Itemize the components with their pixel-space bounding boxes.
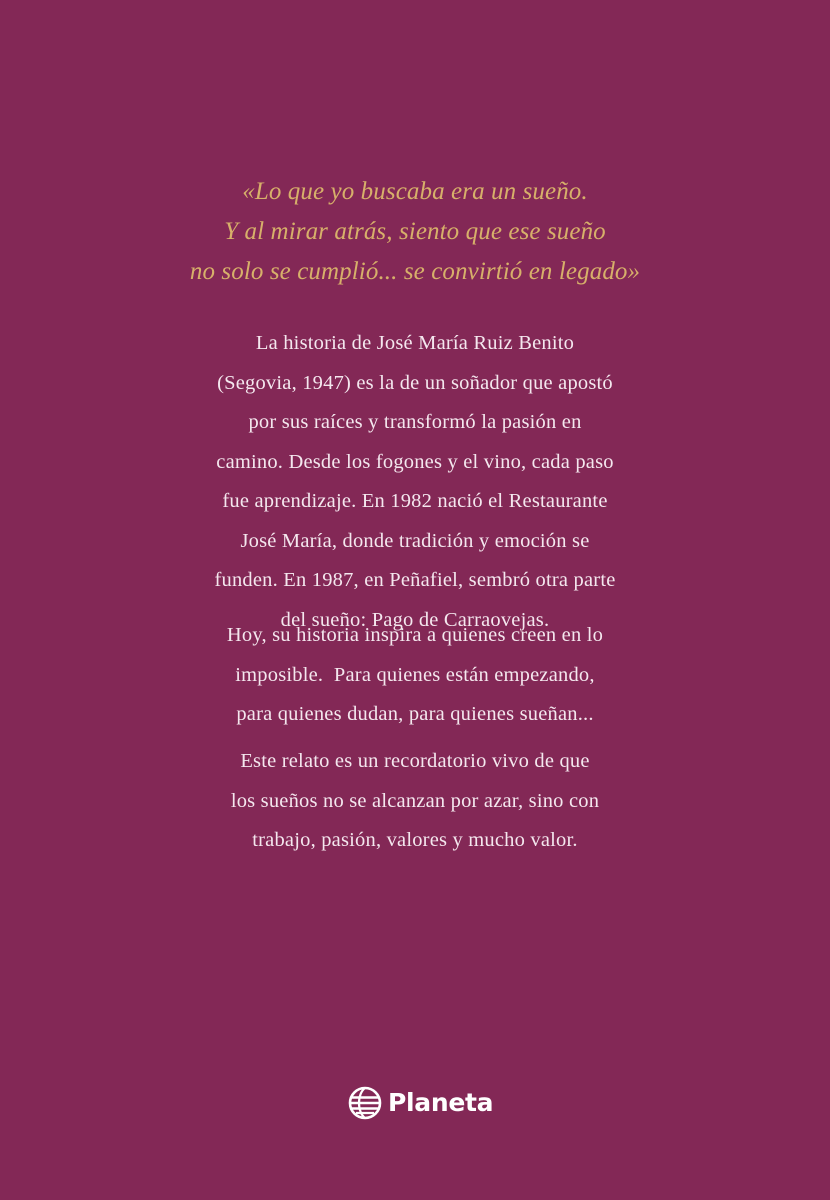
text-line: Este relato es un recordatorio vivo de que — [240, 750, 590, 772]
text-line: por sus raíces y transformó la pasión en — [248, 411, 582, 433]
text-line: imposible. Para quienes están empezando, — [235, 663, 595, 686]
text-line: José María, donde tradición y emoción se — [240, 529, 590, 552]
text-line: (Segovia, 1947) es la de un soñador que apostó — [217, 371, 613, 394]
text-line: camino. Desde los fogones y el vino, cada paso — [216, 450, 614, 473]
publisher-logo — [348, 1083, 493, 1123]
text-line: los sueños no se alcanzan por azar, sino con — [230, 789, 600, 812]
text-line: Hoy, su historia inspira a quienes creen en lo — [226, 624, 604, 646]
quote-line: «Lo que yo buscaba era un sueño. — [242, 178, 588, 205]
text-line: trabajo, pasión, valores y mucho valor. — [252, 829, 578, 851]
text-line: La historia de José María Ruiz Benito — [255, 332, 575, 354]
text-line: funden. En 1987, en Peñafiel, sembró otra parte — [214, 569, 616, 591]
planeta-globe-icon — [348, 1086, 382, 1120]
publisher-name: Planeta — [388, 1088, 494, 1117]
synopsis-paragraph-2 — [0, 616, 830, 735]
quote-line: Y al mirar atrás, siento que ese sueño — [224, 218, 606, 245]
text-line: del sueño: Pago de Carraovejas. — [280, 608, 550, 631]
text-line: para quienes dudan, para quienes sueñan... — [236, 703, 594, 725]
synopsis-paragraph-3 — [0, 742, 830, 861]
epigraph-quote — [0, 172, 830, 292]
synopsis-paragraph-1 — [0, 324, 830, 640]
quote-line: no solo se cumplió... se convirtió en legado» — [189, 258, 641, 285]
text-line: fue aprendizaje. En 1982 nació el Restaurante — [222, 490, 608, 512]
